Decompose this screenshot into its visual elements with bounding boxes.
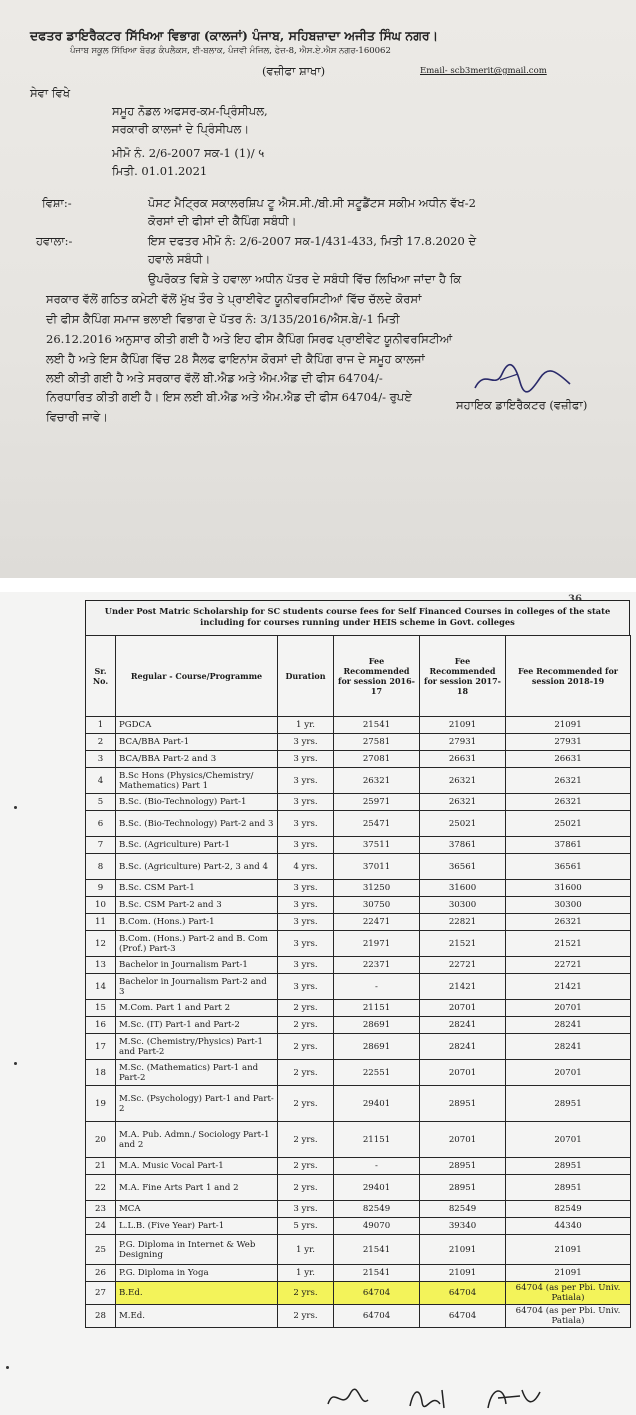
- table-row: [86, 1282, 631, 1305]
- fee-table-page: [0, 592, 636, 1415]
- cell-duration: 2 yrs.: [278, 1000, 334, 1017]
- cell-sr: 1: [86, 717, 116, 734]
- cell-fee-2018: 21521: [506, 931, 631, 957]
- cell-course: B.Sc. (Agriculture) Part-1: [116, 837, 278, 854]
- cell-sr: 20: [86, 1122, 116, 1158]
- col-header-duration: Duration: [278, 636, 334, 717]
- cell-duration: 2 yrs.: [278, 1282, 334, 1305]
- table-row: [86, 1201, 631, 1218]
- cell-sr: 5: [86, 794, 116, 811]
- cell-course: MCA: [116, 1201, 278, 1218]
- cell-fee-2018: 28241: [506, 1034, 631, 1060]
- cell-fee-2017: 20701: [420, 1060, 506, 1086]
- signature-mark: [470, 360, 580, 396]
- cell-course: Bachelor in Journalism Part-1: [116, 957, 278, 974]
- col-header-course: Regular - Course/Programme: [116, 636, 278, 717]
- cell-duration: 2 yrs.: [278, 1086, 334, 1122]
- cell-course: P.G. Diploma in Yoga: [116, 1265, 278, 1282]
- email-text: Email- scb3merit@gmail.com: [420, 66, 547, 76]
- cell-fee-2016: -: [334, 974, 420, 1000]
- scan-speck: [14, 806, 17, 809]
- cell-course: B.Sc Hons (Physics/Chemistry/ Mathematics) Part 1: [116, 768, 278, 794]
- cell-sr: 13: [86, 957, 116, 974]
- cell-duration: 3 yrs.: [278, 897, 334, 914]
- table-row: [86, 974, 631, 1000]
- cell-duration: 3 yrs.: [278, 811, 334, 837]
- cell-duration: 3 yrs.: [278, 974, 334, 1000]
- cell-fee-2017: 39340: [420, 1218, 506, 1235]
- cell-sr: 16: [86, 1017, 116, 1034]
- cell-duration: 2 yrs.: [278, 1305, 334, 1328]
- table-heading-box: [85, 600, 630, 636]
- cell-course: M.Sc. (Mathematics) Part-1 and Part-2: [116, 1060, 278, 1086]
- cell-sr: 26: [86, 1265, 116, 1282]
- bottom-signatures: [320, 1382, 550, 1414]
- cell-duration: 2 yrs.: [278, 1034, 334, 1060]
- cell-fee-2016: 21541: [334, 1235, 420, 1265]
- reference-label: ਹਵਾਲਾ:-: [36, 234, 73, 248]
- cell-duration: 3 yrs.: [278, 914, 334, 931]
- cell-fee-2016: 37011: [334, 854, 420, 880]
- cell-fee-2017: 64704: [420, 1282, 506, 1305]
- cell-fee-2017: 28951: [420, 1158, 506, 1175]
- cell-fee-2017: 26321: [420, 794, 506, 811]
- cell-sr: 10: [86, 897, 116, 914]
- letter-address: ਪੰਜਾਬ ਸਕੂਲ ਸਿੱਖਿਆ ਬੋਰਡ ਕੰਪਲੈਕਸ, ਈ-ਬਲਾਕ, ਪੰਜਵੀ ਮੰਜਿਲ, ਫੇਜ਼-8, ਐਸ.ਏ.ਐਸ ਨਗਰ-160062: [70, 46, 391, 56]
- cell-sr: 17: [86, 1034, 116, 1060]
- subject-line-2: ਕੋਰਸਾਂ ਦੀ ਫੀਸਾਂ ਦੀ ਕੈਪਿੰਗ ਸਬੰਧੀ।: [148, 214, 297, 228]
- cell-sr: 25: [86, 1235, 116, 1265]
- cell-duration: 1 yr.: [278, 1235, 334, 1265]
- cell-duration: 2 yrs.: [278, 1122, 334, 1158]
- table-row: [86, 734, 631, 751]
- cell-course: BCA/BBA Part-1: [116, 734, 278, 751]
- fee-table: [85, 635, 631, 1328]
- cell-fee-2017: 27931: [420, 734, 506, 751]
- cell-duration: 1 yr.: [278, 1265, 334, 1282]
- body-line: ਉਪਰੋਕਤ ਵਿਸ਼ੇ ਤੇ ਹਵਾਲਾ ਅਧੀਨ ਪੱਤਰ ਦੇ ਸਬੰਧੀ ਵਿੱਚ ਲਿਖਿਆ ਜਾਂਦਾ ਹੈ ਕਿ: [148, 272, 462, 286]
- cell-fee-2017: 25021: [420, 811, 506, 837]
- cell-fee-2016: 27581: [334, 734, 420, 751]
- cell-fee-2016: 21971: [334, 931, 420, 957]
- table-header-row: [86, 636, 631, 717]
- col-header-sr: Sr. No.: [86, 636, 116, 717]
- cell-fee-2018: 37861: [506, 837, 631, 854]
- table-row: [86, 794, 631, 811]
- subject-line-1: ਪੋਸਟ ਮੈਟ੍ਰਿਕ ਸਕਾਲਰਸ਼ਿਪ ਟੂ ਐਸ.ਸੀ./ਬੀ.ਸੀ ਸਟੂਡੈਂਟਸ ਸਕੀਮ ਅਧੀਨ ਵੱਖ-2: [148, 196, 476, 210]
- cell-fee-2017: 21091: [420, 717, 506, 734]
- table-row: [86, 1122, 631, 1158]
- cell-course: B.Sc. CSM Part-2 and 3: [116, 897, 278, 914]
- table-row: [86, 957, 631, 974]
- cell-duration: 2 yrs.: [278, 1175, 334, 1201]
- cell-course: M.A. Fine Arts Part 1 and 2: [116, 1175, 278, 1201]
- cell-fee-2017: 21521: [420, 931, 506, 957]
- table-row: [86, 854, 631, 880]
- cell-fee-2018: 31600: [506, 880, 631, 897]
- cell-fee-2018: 26321: [506, 794, 631, 811]
- cell-fee-2018: 21091: [506, 1265, 631, 1282]
- cell-sr: 3: [86, 751, 116, 768]
- cell-course: L.L.B. (Five Year) Part-1: [116, 1218, 278, 1235]
- table-heading: Under Post Matric Scholarship for SC students course fees for Self Financed Courses in colleges of the state including for courses running under HEIS scheme in Govt. colleges: [104, 606, 611, 627]
- cell-fee-2017: 21421: [420, 974, 506, 1000]
- cell-sr: 27: [86, 1282, 116, 1305]
- cell-duration: 3 yrs.: [278, 751, 334, 768]
- cell-fee-2017: 64704: [420, 1305, 506, 1328]
- cell-course: B.Sc. (Agriculture) Part-2, 3 and 4: [116, 854, 278, 880]
- cell-fee-2017: 22721: [420, 957, 506, 974]
- table-row: [86, 837, 631, 854]
- cell-sr: 8: [86, 854, 116, 880]
- table-body: [86, 717, 631, 1328]
- cell-course: B.Sc. (Bio-Technology) Part-1: [116, 794, 278, 811]
- table-row: [86, 1265, 631, 1282]
- cell-fee-2018: 82549: [506, 1201, 631, 1218]
- table-row: [86, 1000, 631, 1017]
- col-header-fee-2016: Fee Recommended for session 2016-17: [334, 636, 420, 717]
- table-row: [86, 1235, 631, 1265]
- cell-course: M.Sc. (Psychology) Part-1 and Part-2: [116, 1086, 278, 1122]
- cell-fee-2018: 21091: [506, 717, 631, 734]
- cell-fee-2017: 28241: [420, 1017, 506, 1034]
- cell-fee-2016: 64704: [334, 1282, 420, 1305]
- cell-sr: 12: [86, 931, 116, 957]
- table-row: [86, 880, 631, 897]
- cell-fee-2017: 28241: [420, 1034, 506, 1060]
- col-header-fee-2017: Fee Recommended for session 2017-18: [420, 636, 506, 717]
- cell-sr: 19: [86, 1086, 116, 1122]
- cell-sr: 11: [86, 914, 116, 931]
- table-row: [86, 751, 631, 768]
- cell-fee-2018: 20701: [506, 1060, 631, 1086]
- cell-course: M.A. Pub. Admn./ Sociology Part-1 and 2: [116, 1122, 278, 1158]
- cell-fee-2016: 21541: [334, 717, 420, 734]
- cell-fee-2016: 21151: [334, 1122, 420, 1158]
- addressee-line-1: ਸਮੂਹ ਨੋਡਲ ਅਫਸਰ-ਕਮ-ਪ੍ਰਿੰਸੀਪਲ,: [112, 104, 268, 118]
- body-line: ਨਿਰਧਾਰਿਤ ਕੀਤੀ ਗਈ ਹੈ। ਇਸ ਲਈ ਬੀ.ਐਡ ਅਤੇ ਐਮ.ਐਡ ਦੀ ਫੀਸ 64704/- ਰੁਪਏ: [46, 390, 412, 404]
- cell-fee-2016: 26321: [334, 768, 420, 794]
- cell-course: P.G. Diploma in Internet & Web Designing: [116, 1235, 278, 1265]
- cell-course: M.Ed.: [116, 1305, 278, 1328]
- table-row: [86, 811, 631, 837]
- cell-fee-2017: 26631: [420, 751, 506, 768]
- cell-duration: 3 yrs.: [278, 957, 334, 974]
- cell-sr: 22: [86, 1175, 116, 1201]
- cell-fee-2017: 28951: [420, 1086, 506, 1122]
- cell-fee-2016: 21151: [334, 1000, 420, 1017]
- cell-course: M.Sc. (IT) Part-1 and Part-2: [116, 1017, 278, 1034]
- reference-line-1: ਇਸ ਦਫਤਰ ਮੀਮੋ ਨੰ: 2/6-2007 ਸਕ-1/431-433, ਮਿਤੀ 17.8.2020 ਦੇ: [148, 234, 477, 248]
- cell-duration: 3 yrs.: [278, 931, 334, 957]
- cell-sr: 28: [86, 1305, 116, 1328]
- cell-fee-2018: 20701: [506, 1122, 631, 1158]
- cell-fee-2016: 25971: [334, 794, 420, 811]
- cell-fee-2018: 64704 (as per Pbi. Univ. Patiala): [506, 1305, 631, 1328]
- table-row: [86, 1017, 631, 1034]
- cell-fee-2016: 31250: [334, 880, 420, 897]
- cell-sr: 7: [86, 837, 116, 854]
- cell-fee-2017: 36561: [420, 854, 506, 880]
- table-row: [86, 1218, 631, 1235]
- cell-duration: 2 yrs.: [278, 1060, 334, 1086]
- branch-name: (ਵਜ਼ੀਫਾ ਸ਼ਾਖਾ): [262, 64, 326, 78]
- reference-line-2: ਹਵਾਲੇ ਸਬੰਧੀ।: [148, 252, 211, 266]
- cell-fee-2018: 26321: [506, 914, 631, 931]
- body-line: 26.12.2016 ਅਨੁਸਾਰ ਕੀਤੀ ਗਈ ਹੈ ਅਤੇ ਇਹ ਫੀਸ ਕੈਪਿੰਗ ਸਿਰਫ ਪ੍ਰਾਈਵੇਟ ਯੂਨੀਵਰਸਿਟੀਆਂ: [46, 332, 453, 346]
- cell-sr: 23: [86, 1201, 116, 1218]
- table-row: [86, 717, 631, 734]
- cell-fee-2017: 21091: [420, 1265, 506, 1282]
- cell-fee-2018: 28241: [506, 1017, 631, 1034]
- signatory-title: ਸਹਾਇਕ ਡਾਇਰੈਕਟਰ (ਵਜ਼ੀਫਾ): [456, 398, 588, 412]
- cell-fee-2018: 28951: [506, 1158, 631, 1175]
- addressee-line-2: ਸਰਕਾਰੀ ਕਾਲਜਾਂ ਦੇ ਪ੍ਰਿੰਸੀਪਲ।: [112, 122, 250, 136]
- cell-fee-2016: -: [334, 1158, 420, 1175]
- cell-fee-2018: 21091: [506, 1235, 631, 1265]
- cell-course: M.Sc. (Chemistry/Physics) Part-1 and Part-2: [116, 1034, 278, 1060]
- cell-fee-2018: 28951: [506, 1175, 631, 1201]
- cell-course: M.A. Music Vocal Part-1: [116, 1158, 278, 1175]
- cell-fee-2018: 28951: [506, 1086, 631, 1122]
- cell-fee-2017: 37861: [420, 837, 506, 854]
- table-row: [86, 1086, 631, 1122]
- cell-fee-2016: 37511: [334, 837, 420, 854]
- col-header-fee-2018: Fee Recommended for session 2018-19: [506, 636, 631, 717]
- cell-fee-2017: 20701: [420, 1000, 506, 1017]
- table-row: [86, 914, 631, 931]
- subject-label: ਵਿਸ਼ਾ:-: [42, 196, 72, 210]
- cell-course: Bachelor in Journalism Part-2 and 3: [116, 974, 278, 1000]
- cell-duration: 2 yrs.: [278, 1017, 334, 1034]
- body-line: ਲਈ ਕੀਤੀ ਗਈ ਹੈ ਅਤੇ ਸਰਕਾਰ ਵੱਲੋਂ ਬੀ.ਐਡ ਅਤੇ ਐਮ.ਐਡ ਦੀ ਫੀਸ 64704/-: [46, 371, 383, 385]
- cell-duration: 3 yrs.: [278, 734, 334, 751]
- cell-sr: 2: [86, 734, 116, 751]
- cell-fee-2017: 82549: [420, 1201, 506, 1218]
- cell-sr: 9: [86, 880, 116, 897]
- table-row: [86, 1175, 631, 1201]
- body-line: ਸਰਕਾਰ ਵੱਲੋਂ ਗਠਿਤ ਕਮੇਟੀ ਵੱਲੋਂ ਮੁੱਖ ਤੌਰ ਤੇ ਪ੍ਰਾਈਵੇਟ ਯੂਨੀਵਰਸਿਟੀਆਂ ਵਿੱਚ ਚੱਲਦੇ ਕੋਰਸਾਂ: [46, 292, 422, 306]
- cell-sr: 24: [86, 1218, 116, 1235]
- cell-duration: 4 yrs.: [278, 854, 334, 880]
- cell-fee-2017: 22821: [420, 914, 506, 931]
- page-separator: [0, 578, 636, 592]
- cell-duration: 3 yrs.: [278, 768, 334, 794]
- cell-fee-2016: 21541: [334, 1265, 420, 1282]
- cell-fee-2018: 64704 (as per Pbi. Univ. Patiala): [506, 1282, 631, 1305]
- cell-sr: 21: [86, 1158, 116, 1175]
- cell-course: BCA/BBA Part-2 and 3: [116, 751, 278, 768]
- cell-fee-2018: 26631: [506, 751, 631, 768]
- table-row: [86, 897, 631, 914]
- cell-course: B.Com. (Hons.) Part-2 and B. Com (Prof.) Part-3: [116, 931, 278, 957]
- table-row: [86, 768, 631, 794]
- cell-fee-2017: 28951: [420, 1175, 506, 1201]
- scan-speck: [6, 1366, 9, 1369]
- cell-fee-2017: 31600: [420, 880, 506, 897]
- cell-fee-2018: 21421: [506, 974, 631, 1000]
- cell-course: B.Com. (Hons.) Part-1: [116, 914, 278, 931]
- cell-duration: 3 yrs.: [278, 837, 334, 854]
- cell-fee-2016: 22371: [334, 957, 420, 974]
- cell-fee-2016: 22551: [334, 1060, 420, 1086]
- cell-sr: 14: [86, 974, 116, 1000]
- cell-sr: 6: [86, 811, 116, 837]
- cell-fee-2016: 27081: [334, 751, 420, 768]
- cell-fee-2018: 20701: [506, 1000, 631, 1017]
- cell-course: B.Sc. (Bio-Technology) Part-2 and 3: [116, 811, 278, 837]
- cell-fee-2017: 21091: [420, 1235, 506, 1265]
- cell-fee-2016: 22471: [334, 914, 420, 931]
- table-row: [86, 931, 631, 957]
- cell-fee-2018: 27931: [506, 734, 631, 751]
- cell-fee-2016: 30750: [334, 897, 420, 914]
- cell-fee-2016: 28691: [334, 1017, 420, 1034]
- cell-duration: 1 yr.: [278, 717, 334, 734]
- letter-header: ਦਫਤਰ ਡਾਇਰੈਕਟਰ ਸਿੱਖਿਆ ਵਿਭਾਗ (ਕਾਲਜਾਂ) ਪੰਜਾਬ, ਸਹਿਬਜ਼ਾਦਾ ਅਜੀਤ ਸਿੰਘ ਨਗਰ।: [30, 28, 439, 43]
- cell-duration: 5 yrs.: [278, 1218, 334, 1235]
- body-line: ਵਿਚਾਰੀ ਜਾਵੇ।: [46, 410, 108, 424]
- cell-fee-2016: 29401: [334, 1175, 420, 1201]
- cell-fee-2018: 36561: [506, 854, 631, 880]
- letter-date: ਮਿਤੀ. 01.01.2021: [112, 164, 208, 178]
- cell-fee-2017: 26321: [420, 768, 506, 794]
- cell-sr: 15: [86, 1000, 116, 1017]
- cell-fee-2016: 49070: [334, 1218, 420, 1235]
- cell-duration: 3 yrs.: [278, 1201, 334, 1218]
- body-line: ਦੀ ਫੀਸ ਕੈਪਿੰਗ ਸਮਾਜ ਭਲਾਈ ਵਿਭਾਗ ਦੇ ਪੱਤਰ ਨੰ: 3/135/2016/ਐਸ.ਬੇ/-1 ਮਿਤੀ: [46, 312, 400, 326]
- cell-course: PGDCA: [116, 717, 278, 734]
- table-row: [86, 1305, 631, 1328]
- cell-sr: 4: [86, 768, 116, 794]
- cell-course: B.Ed.: [116, 1282, 278, 1305]
- cell-fee-2016: 82549: [334, 1201, 420, 1218]
- seva-vikhe: ਸੇਵਾ ਵਿਖੇ: [30, 86, 70, 100]
- cell-duration: 2 yrs.: [278, 1158, 334, 1175]
- cell-course: B.Sc. CSM Part-1: [116, 880, 278, 897]
- cell-fee-2016: 25471: [334, 811, 420, 837]
- letter-page: [0, 0, 636, 578]
- table-row: [86, 1060, 631, 1086]
- scan-speck: [14, 1062, 17, 1065]
- memo-number: ਮੀਮੋ ਨੰ. 2/6-2007 ਸਕ-1 (1)/ ५: [112, 146, 265, 160]
- table-row: [86, 1034, 631, 1060]
- cell-fee-2018: 30300: [506, 897, 631, 914]
- cell-duration: 3 yrs.: [278, 794, 334, 811]
- table-row: [86, 1158, 631, 1175]
- cell-fee-2016: 64704: [334, 1305, 420, 1328]
- cell-fee-2018: 44340: [506, 1218, 631, 1235]
- cell-fee-2017: 20701: [420, 1122, 506, 1158]
- cell-fee-2017: 30300: [420, 897, 506, 914]
- cell-fee-2018: 26321: [506, 768, 631, 794]
- cell-duration: 3 yrs.: [278, 880, 334, 897]
- body-line: ਲਈ ਹੈ ਅਤੇ ਇਸ ਕੈਪਿੰਗ ਵਿੱਚ 28 ਸੈਲਫ ਫਾਇਨਾਂਸ ਕੋਰਸਾਂ ਦੀ ਕੈਪਿੰਗ ਰਾਜ ਦੇ ਸਮੂਹ ਕਾਲਜਾਂ: [46, 352, 425, 366]
- cell-fee-2016: 29401: [334, 1086, 420, 1122]
- cell-sr: 18: [86, 1060, 116, 1086]
- cell-fee-2018: 25021: [506, 811, 631, 837]
- cell-course: M.Com. Part 1 and Part 2: [116, 1000, 278, 1017]
- cell-fee-2016: 28691: [334, 1034, 420, 1060]
- cell-fee-2018: 22721: [506, 957, 631, 974]
